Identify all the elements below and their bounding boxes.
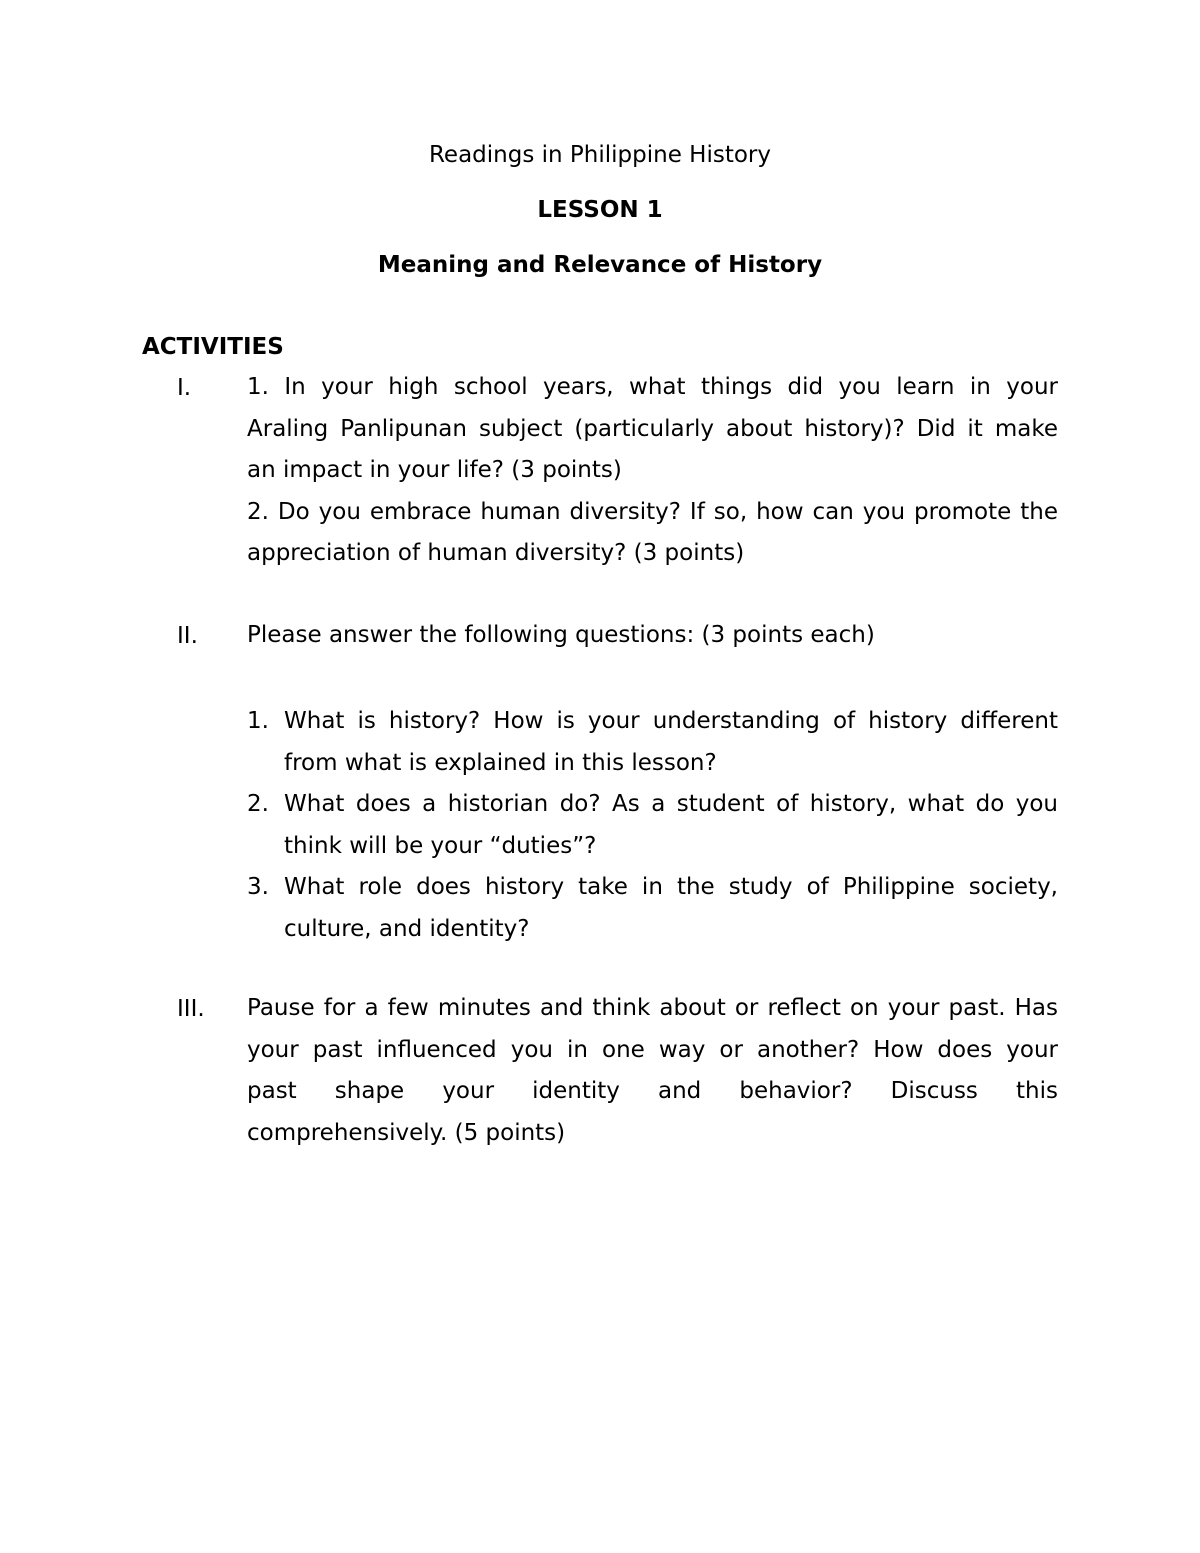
section-1-line: an impact in your life? (3 points) — [247, 457, 622, 483]
list-item — [247, 784, 1058, 867]
list-item-number: 2. — [247, 791, 269, 817]
list-item-number: 1. — [247, 708, 269, 734]
section-3-line: past shape your identity and behavior? Discuss this — [247, 1078, 1058, 1104]
section-2-intro-line: Please answer the following questions: (3 points each) — [247, 622, 875, 648]
section-1-line: appreciation of human diversity? (3 points) — [247, 540, 745, 566]
subject-title: Readings in Philippine History — [428, 142, 771, 168]
question-list — [247, 701, 1058, 950]
list-item — [247, 701, 1058, 784]
section-1-line: 2. Do you embrace human diversity? If so, how can you promote the — [247, 498, 1058, 525]
section-1-line: Araling Panlipunan subject (particularly about history)? Did it make — [247, 415, 1058, 442]
section-numeral-1: I. — [177, 375, 192, 401]
section-3-text — [247, 988, 1058, 1154]
section-2-intro — [247, 615, 1058, 657]
activities-heading: ACTIVITIES — [142, 334, 284, 360]
list-item-line: think will be your “duties”? — [284, 832, 597, 859]
list-item-number: 3. — [247, 874, 269, 900]
section-1-text — [247, 367, 1058, 575]
section-3-line: your past influenced you in one way or another? How does your — [247, 1036, 1058, 1063]
section-numeral-2: II. — [177, 623, 198, 649]
list-item-line: from what is explained in this lesson? — [284, 749, 717, 776]
section-3-line: comprehensively. (5 points) — [247, 1119, 566, 1146]
section-3-line: Pause for a few minutes and think about or reflect on your past. Has — [247, 995, 1058, 1021]
lesson-title: Meaning and Relevance of History — [377, 252, 823, 278]
section-1-line: 1. In your high school years, what things did you learn in your — [247, 374, 1058, 400]
lesson-number: LESSON 1 — [537, 197, 663, 223]
section-numeral-3: III. — [177, 996, 205, 1022]
list-item-line: What is history? How is your understanding of history different — [284, 708, 1058, 734]
list-item-line: culture, and identity? — [284, 915, 530, 942]
list-item-line: What role does history take in the study of Philippine society, — [284, 874, 1058, 900]
list-item — [247, 867, 1058, 950]
list-item-line: What does a historian do? As a student of history, what do you — [284, 791, 1058, 817]
